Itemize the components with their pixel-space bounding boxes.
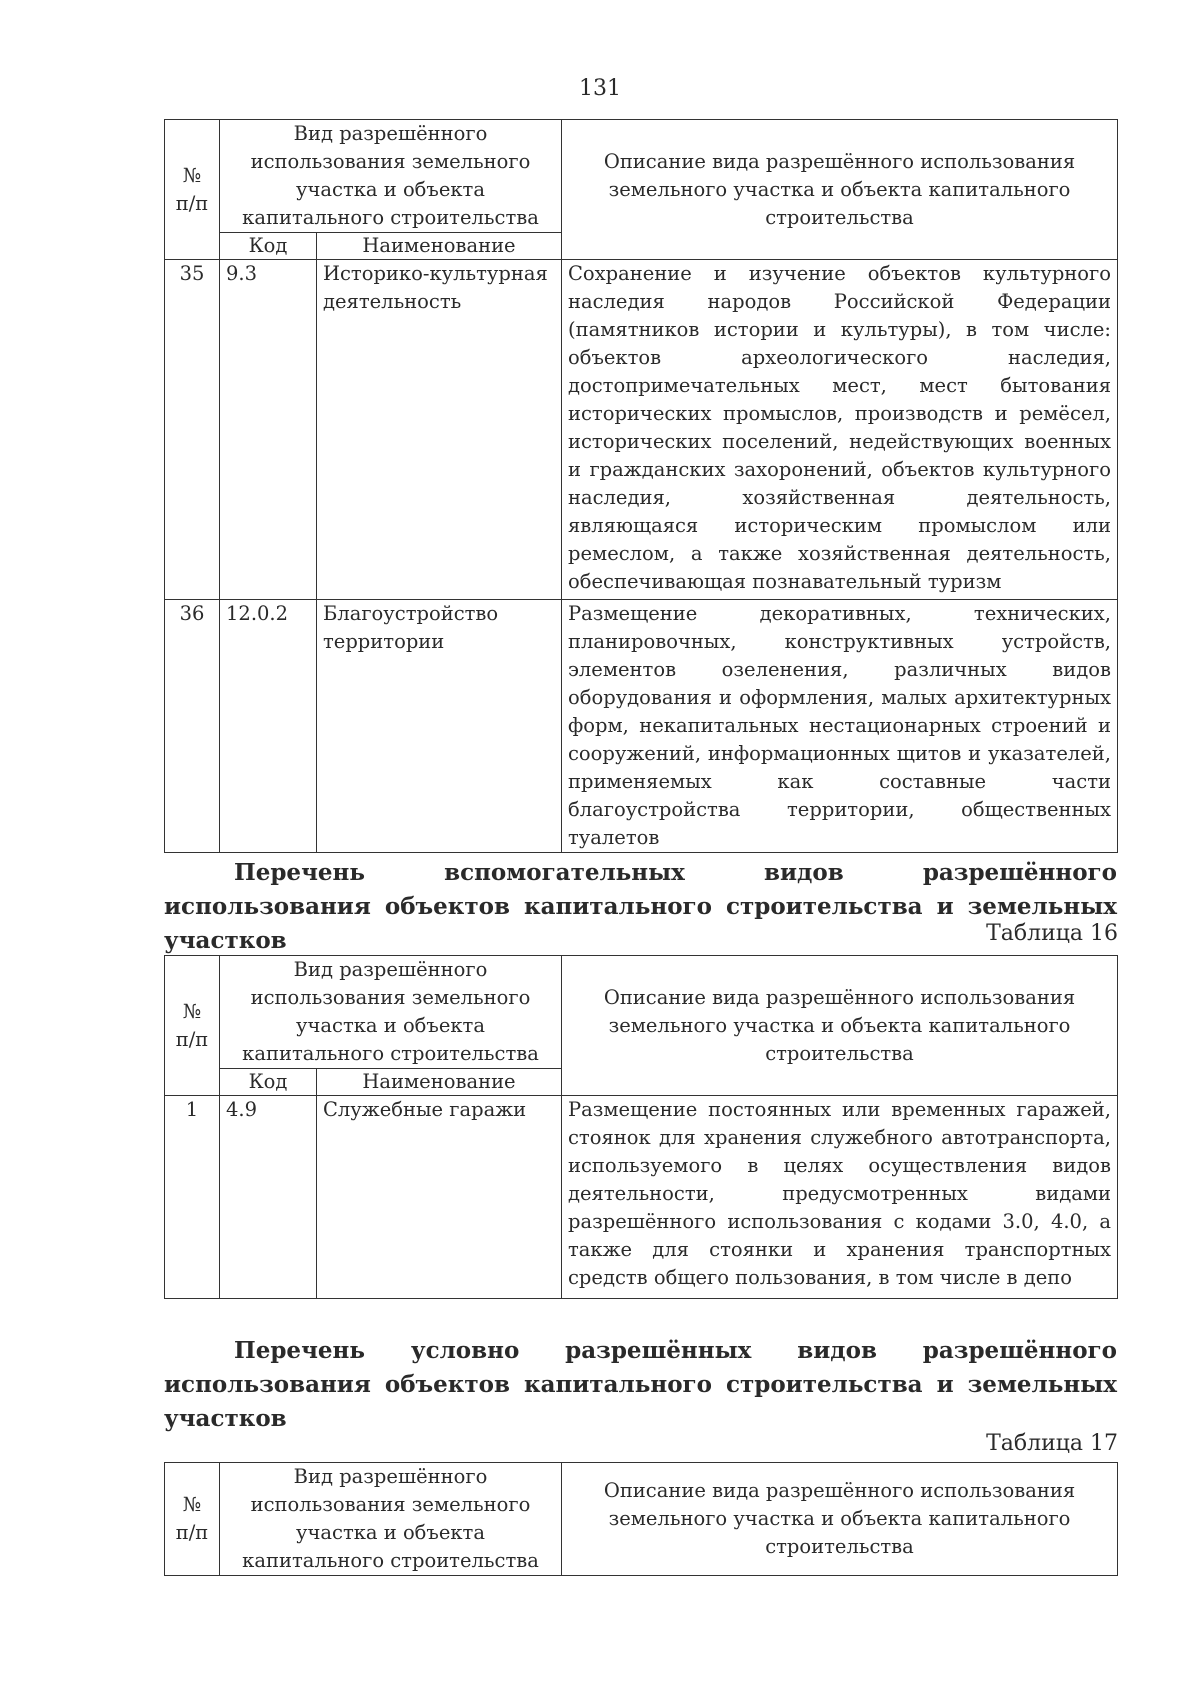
section-title-conditional: Перечень условно разрешённых видов разрешённого использования объектов капитального строительства и земельных участков bbox=[164, 1337, 1117, 1432]
row-code: 4.9 bbox=[220, 1096, 317, 1299]
row-num: 36 bbox=[165, 600, 220, 853]
table-row bbox=[165, 260, 1118, 600]
row-description: Размещение декоративных, технических, планировочных, конструктивных устройств, элементов озеленения, различных видов оборудования и оформления, малых архитектурных форм, некапитальных нестационарных строений и сооружений, информационных щитов и указателей, применяемых как составные части благоустройства территории, общественных туалетов bbox=[562, 600, 1118, 853]
table-17 bbox=[164, 1462, 1118, 1576]
col-header-code: Код bbox=[220, 233, 317, 260]
col-header-description: Описание вида разрешённого использования земельного участка и объекта капитального строительства bbox=[562, 1463, 1118, 1576]
col-header-name: Наименование bbox=[317, 1069, 562, 1096]
table-row bbox=[165, 1096, 1118, 1299]
row-code: 9.3 bbox=[220, 260, 317, 600]
col-header-num: № п/п bbox=[165, 1463, 220, 1576]
row-num: 35 bbox=[165, 260, 220, 600]
row-description: Сохранение и изучение объектов культурного наследия народов Российской Федерации (памятников истории и культуры), в том числе: объектов археологического наследия, достопримечательных мест, мест бытования исторических промыслов, производств и ремёсел, исторических поселений, недействующих военных и гражданских захоронений, объектов культурного наследия, хозяйственная деятельность, являющаяся историческим промыслом или ремеслом, а также хозяйственная деятельность, обеспечивающая познавательный туризм bbox=[562, 260, 1118, 600]
table-row bbox=[165, 600, 1118, 853]
row-num: 1 bbox=[165, 1096, 220, 1299]
col-header-description: Описание вида разрешённого использования земельного участка и объекта капитального строительства bbox=[562, 956, 1118, 1096]
row-name: Благоустройство территории bbox=[317, 600, 562, 853]
table-continued bbox=[164, 119, 1118, 853]
row-description: Размещение постоянных или временных гаражей, стоянок для хранения служебного автотранспорта, используемого в целях осуществления видов деятельности, предусмотренных видами разрешённого использования с кодами 3.0, 4.0, а также для стоянки и хранения транспортных средств общего пользования, в том числе в депо bbox=[562, 1096, 1118, 1299]
page-number: 131 bbox=[579, 76, 621, 101]
row-code: 12.0.2 bbox=[220, 600, 317, 853]
col-header-kind: Вид разрешённого использования земельного участка и объекта капитального строительства bbox=[220, 120, 562, 233]
col-header-num: № п/п bbox=[165, 120, 220, 260]
table-16 bbox=[164, 955, 1118, 1299]
col-header-name: Наименование bbox=[317, 233, 562, 260]
col-header-kind: Вид разрешённого использования земельного участка и объекта капитального строительства bbox=[220, 956, 562, 1069]
col-header-code: Код bbox=[220, 1069, 317, 1096]
col-header-kind: Вид разрешённого использования земельного участка и объекта капитального строительства bbox=[220, 1463, 562, 1576]
table-label-17: Таблица 17 bbox=[986, 1431, 1118, 1456]
row-name: Служебные гаражи bbox=[317, 1096, 562, 1299]
col-header-description: Описание вида разрешённого использования земельного участка и объекта капитального строительства bbox=[562, 120, 1118, 260]
row-name: Историко-культурная деятельность bbox=[317, 260, 562, 600]
table-label-16: Таблица 16 bbox=[986, 921, 1118, 946]
section-title-auxiliary: Перечень вспомогательных видов разрешённого использования объектов капитального строительства и земельных участков bbox=[164, 859, 1117, 954]
col-header-num: № п/п bbox=[165, 956, 220, 1096]
